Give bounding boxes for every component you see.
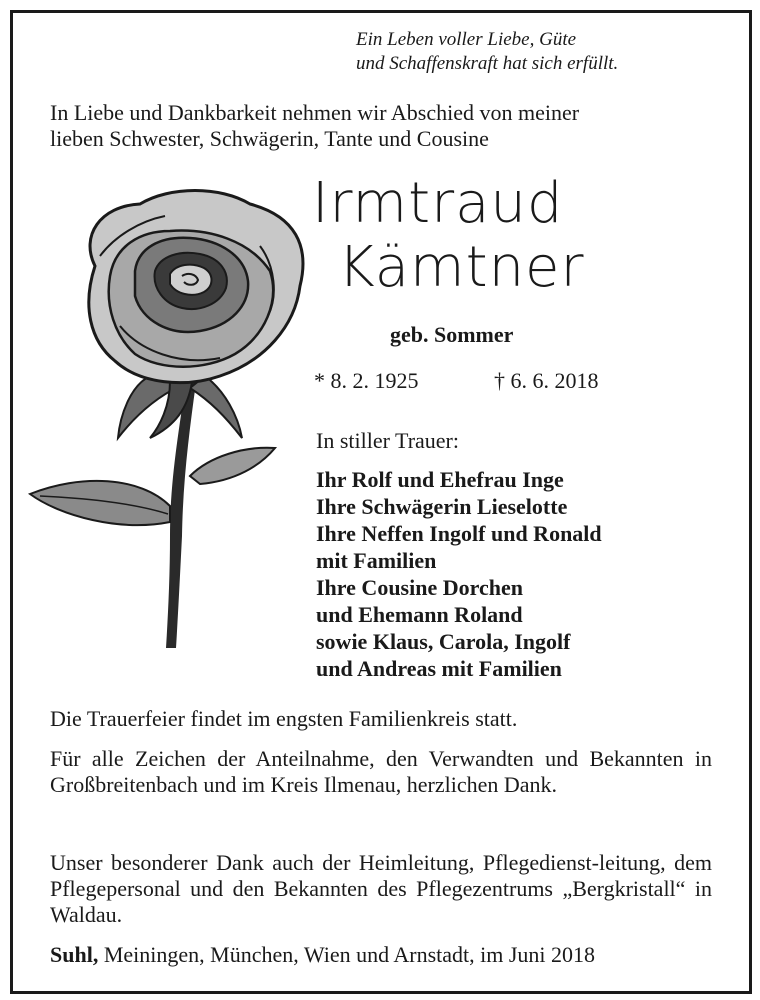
rose-leaf-right	[190, 448, 275, 484]
place-rest: Meiningen, München, Wien und Arnstadt, im Juni 2018	[98, 942, 596, 967]
mourning-heading: In stiller Trauer:	[316, 428, 459, 453]
mourner-line: Ihre Cousine Dorchen	[316, 575, 523, 600]
intro-line-1: In Liebe und Dankbarkeit nehmen wir Abschied von meiner	[50, 100, 580, 125]
mourner-line: sowie Klaus, Carola, Ingolf	[316, 629, 571, 654]
first-name: Irmtraud	[312, 171, 564, 236]
intro-line-2: lieben Schwester, Schwägerin, Tante und Cousine	[50, 126, 489, 151]
birth-date: * 8. 2. 1925	[314, 368, 419, 393]
motto	[356, 28, 716, 76]
special-thanks-paragraph: Unser besonderer Dank auch der Heimleitung, Pflegedienst-leitung, dem Pflegepersonal und den Bekannten des Pflegezentrums „Bergkristall“ in Waldau.	[50, 850, 712, 927]
mourner-line: Ihre Neffen Ingolf und Ronald	[316, 521, 602, 546]
place-bold: Suhl,	[50, 942, 99, 967]
maiden-name: geb. Sommer	[390, 322, 514, 347]
deceased-name	[312, 172, 712, 300]
mourner-line: mit Familien	[316, 548, 437, 573]
mourner-line: und Ehemann Roland	[316, 602, 523, 627]
mourner-line: Ihr Rolf und Ehefrau Inge	[316, 467, 564, 492]
rose-leaf-left	[30, 481, 170, 525]
motto-line-2: und Schaffenskraft hat sich erfüllt.	[356, 53, 619, 74]
mourner-line: Ihre Schwägerin Lieselotte	[316, 494, 568, 519]
death-date: † 6. 6. 2018	[494, 368, 599, 393]
motto-line-1: Ein Leben voller Liebe, Güte	[356, 29, 577, 50]
place-date-line	[50, 942, 712, 968]
last-name: Kämtner	[338, 235, 585, 300]
intro-text	[50, 100, 712, 152]
mourner-line: und Andreas mit Familien	[316, 656, 562, 681]
funeral-note: Die Trauerfeier findet im engsten Familienkreis statt.	[50, 706, 518, 731]
mourners-list	[316, 466, 602, 682]
rose-illustration	[20, 176, 310, 656]
thanks-paragraph: Für alle Zeichen der Anteilnahme, den Verwandten und Bekannten in Großbreitenbach und im Kreis Ilmenau, herzlichen Dank.	[50, 746, 712, 797]
